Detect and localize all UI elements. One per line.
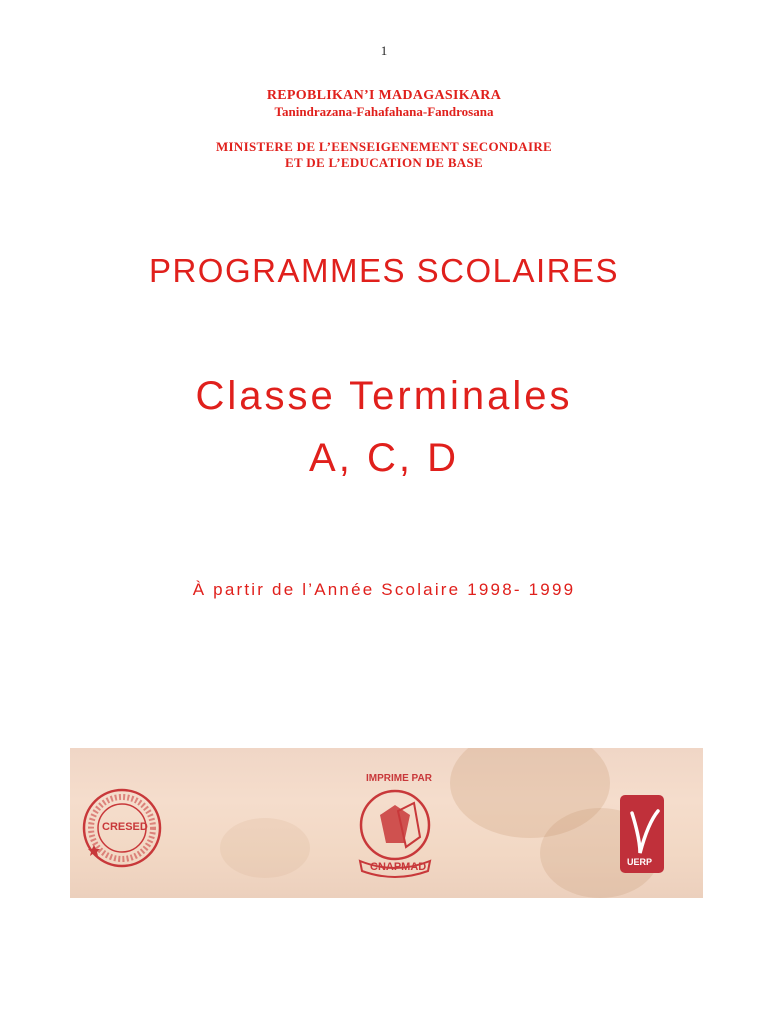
class-title [0,365,768,489]
cresed-stamp-text: CRESED [102,821,148,833]
programmes-title: PROGRAMMES SCOLAIRES [148,252,620,289]
cnapmad-stamp-top-text: IMPRIME PAR [366,773,432,784]
cnapmad-imprint-stamp [340,763,450,891]
paper-stain [220,818,310,878]
ministry-name [0,139,768,171]
national-motto: Tanindrazana-Fahafahana-Fandrosana [274,104,494,119]
class-title-line-1: Classe Terminales [195,374,573,418]
ministry-line-2: ET DE L’EDUCATION DE BASE [285,155,483,170]
cover-image-strip [70,748,703,898]
page-number: 1 [380,43,388,58]
cnapmad-stamp-bottom-text: CNAPMAD [370,861,427,873]
school-year-subtitle: À partir de l’Année Scolaire 1998- 1999 [192,580,576,599]
ministry-line-1: MINISTERE DE L’EENSEIGENEMENT SECONDAIRE [215,139,552,154]
document-header [0,88,768,171]
uerp-logo [618,793,666,875]
republic-name: REPOBLIKAN’I MADAGASIKARA [266,88,502,103]
uerp-logo-text: UERP [627,857,653,867]
class-title-line-2: A, C, D [309,436,459,480]
cresed-stamp-logo [80,783,165,873]
